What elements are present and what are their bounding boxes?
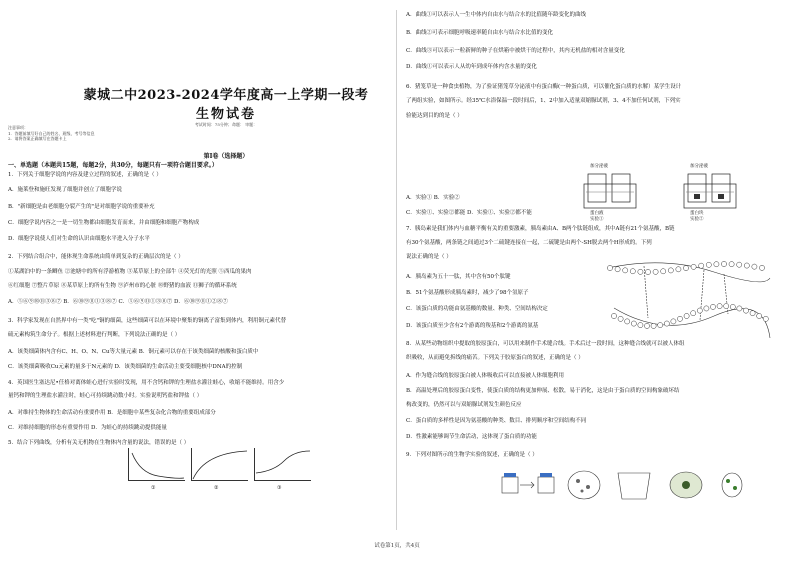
amino-acid-bead [717,303,722,308]
amino-acid-bead [671,319,676,324]
amino-acid-bead [631,321,636,326]
amino-acid-bead [615,267,620,272]
amino-acid-bead [744,263,749,268]
page-footer: 试卷第1页，共4页 [374,543,420,549]
q7-insulin-chain-figure [604,258,774,348]
question-line: D．该蛋白质至少含有2个游离的羧基和2个游离的氨基 [406,323,539,329]
amino-acid-bead [676,267,681,272]
amino-acid-bead [706,262,711,267]
question-line: 2．下列结合组合中，能体现生命系统由简单到复杂的正确层次的是（ ） [8,254,184,260]
amino-acid-bead [737,262,742,267]
amino-acid-bead [759,265,764,270]
question-line: B．曲线②可表示细胞呼吸速率随自由水与结合水比值的变化 [406,30,554,36]
q6-expt-1-sub: 蛋白液 [590,211,604,216]
question-line: ⑥红细胞 ⑦整片草原 ⑧某草原上的所有生物 ⑨泸州市的心脏 ⑩野猪的血液 ⑪狮子的循环系统 [8,283,237,289]
amino-acid-bead [752,264,757,269]
notes-line: 2．请将答案正确填写在答题卡上 [8,136,67,141]
amino-acid-bead [730,304,735,309]
question-line: C．对维持细胞的形态有重要作用 D．为蛙心的持续跳动提供能量 [8,425,167,431]
question-line: 织吸收，从而避免拆线的痛苦。下列关于胶原蛋白的叙述，正确的是（ ） [406,355,584,361]
amino-acid-bead [658,322,663,327]
amino-acid-bead [724,304,729,309]
graph-2-label: ② [214,485,219,491]
amino-acid-bead [737,306,742,311]
question-line: 1．下列关于细胞学说的内容及建立过程的叙述，正确的是（ ） [8,172,162,178]
question-line: A．胰岛素为五十一肽，其中含有50个肽键 [406,274,511,280]
q6-label-1: 加分泌液 [590,164,608,169]
exam-meta: 考试时间：75分钟；命题： 审题： [194,122,258,127]
notes-line: 注意事项： [8,125,28,130]
q9-images [500,469,760,503]
question-line: A．施莱登和施旺发现了细胞并创立了细胞学说 [8,187,122,193]
question-line: C．实验①、实验②都能 D．实验①、实验②都不能 [406,210,532,216]
question-line: ①某湖泊中的一条鲫鱼 ②池塘中的所有浮游植物 ③某草原上的全部牛 ④荧光灯的光照 ⑤西瓜的果肉 [8,269,252,275]
amino-acid-bead [704,306,709,311]
question-line: A．作为缝合线的胶原蛋白被人体吸收后可以直接被人体细胞利用 [406,373,564,379]
amino-acid-bead [607,265,612,270]
graph-1-curve [128,447,186,481]
amino-acid-bead [684,313,689,318]
question-line: A．⑤⑥⑨⑩⑪③⑧⑦ B．⑥⑩⑨⑪①③⑧⑦ C．⑤⑥⑨⑪①③⑧⑦ D．⑥⑩⑨⑪①②⑧⑦ [8,299,228,305]
amino-acid-bead [644,323,649,328]
amino-acid-bead [750,311,755,316]
amino-acid-bead [638,269,643,274]
question-line: C．该类细菌吸收Cu元素的量多于N元素的 D．该类细菌的生命活动主要受细胞核中DNA的控制 [8,364,243,370]
question-line: 有30个氨基酸，两条链之间通过3个二硫键连接在一起，二硫键是由两个-SH脱去两个H形成的。下列 [406,240,652,246]
amino-acid-bead [699,263,704,268]
graph-3-curve [254,447,312,481]
question-line: 7．胰岛素是我们体内与血糖平衡有关的重要激素，胰岛素由A、B两个肽链组成，其中A链有21个氨基酸，B链 [406,226,675,232]
subject-title: 生物试卷 [195,107,256,122]
question-line: 3．科学家发现在自然界中有一类"吃"铜的细菌，这些细菌可以在环境中聚集的铜离子富集到体内，利用铜元素代替 [8,318,287,324]
amino-acid-bead [683,265,688,270]
question-line: C．细胞学说内容之一是一切生物都由细胞发育而来，并由细胞和细胞产物构成 [8,220,200,226]
question-line: A．实验① B．实验② [406,195,460,201]
exam-title: 蒙城二中2023-2024学年度高一上学期一段考 [83,88,369,103]
amino-acid-bead [653,269,658,274]
graph-2-curve [191,447,249,481]
question-line: A．曲线①可以表示人一生中体内自由水与结合水的比值随年龄变化的曲线 [406,12,586,18]
notes [8,125,95,142]
amino-acid-bead [623,268,628,273]
amino-acid-bead [638,322,643,327]
question-line: 了两组实验，如图所示。经35℃水浴保温一段时间后，1、2中加入适量双缩脲试剂，3、4不加任何试剂，下列实 [406,98,681,104]
amino-acid-bead [677,316,682,321]
amino-acid-bead [721,261,726,266]
amino-acid-bead [710,304,715,309]
amino-acid-bead [714,262,719,267]
amino-acid-bead [691,311,696,316]
question-line: 硫元素构筑生命分子。根据上述材料进行判断，下列说法正确的是（ ） [8,332,181,338]
graph-3-label: ③ [277,485,282,491]
question-line: B．高温处理后的胶原蛋白变性，使蛋白质的结构更加伸展、松散，易于消化，这是由于蛋白质的空间构象破坏结 [406,388,680,394]
amino-acid-bead [691,264,696,269]
amino-acid-bead [611,313,616,318]
question-line: 说法正确的是（ ） [406,254,452,260]
amino-acid-bead [645,269,650,274]
amino-acid-bead [664,321,669,326]
question-line: D．性激素能够调节生命活动，这体现了蛋白质的功能 [406,434,537,440]
question-line: 验能达到目的的是（ ） [406,113,463,119]
question-line: D．细胞学说使人们对生命的认识由细胞水平进入分子水平 [8,236,150,242]
question-line: C．该蛋白质的功能由氨基酸的数量、种类、空间结构决定 [406,306,548,312]
question-line: 6．猪笼草是一种食虫植物，为了验证猪笼草分泌液中有蛋白酶(一种蛋白质，可以催化蛋白质的水解）某学生设计 [406,84,682,90]
amino-acid-bead [757,313,762,318]
left-column [6,0,376,540]
question-line: B．51个氨基酸形成胰岛素时，减少了98个氢原子 [406,290,529,296]
q6-expt-2-sub: 蛋白块 [690,211,704,216]
column-divider [396,10,397,530]
question-line: 5．结合下列曲线，分析有关无机物在生物体内含量的说法，错误的是（ ） [8,440,190,446]
amino-acid-bead [630,269,635,274]
question-line: D．曲线①可以表示人从幼年到成年体内含水量的变化 [406,64,537,70]
q6-beakers [582,162,772,222]
notes-line: 1．答题前填写好自己的姓名、班级、考号等信息 [8,130,95,136]
amino-acid-bead [668,268,673,273]
question-line: 4．英国医生塞达尼•任格对离体蛙心进行实验时发现，用不含钙和钾的生理盐水灌注蛙心，收缩不能维持。用含少 [8,380,285,386]
part-title: 第I卷（选择题） [203,153,249,160]
q6-expt-1: 实验① [590,217,604,222]
right-column [404,0,774,540]
section-title: 一、单选题（本题共15题，每题2分，共30分，每题只有一项符合题目要求。） [8,162,218,169]
question-line: A．对维持生物体的生命活动有重要作用 B．是细胞中某些复杂化合物的重要组成部分 [8,410,216,416]
amino-acid-bead [625,319,630,324]
amino-acid-bead [618,316,623,321]
q6-expt-2: 实验② [690,217,704,222]
q6-label-2: 加分泌液 [690,164,708,169]
graph-1-label: ① [151,485,156,491]
question-line: 9．下列对图所示的生物学实验的叙述，正确的是（ ） [406,452,538,458]
amino-acid-bead [651,323,656,328]
question-line: 构改变的，仍然可以与双缩脲试剂发生颜色反应 [406,402,522,408]
question-line: C．蛋白质的多样性是因为氨基酸的种类、数目、排列顺序和空间结构不同 [406,418,587,424]
question-line: B．"新细胞是由老细胞分裂产生的"是对细胞学说的重要补充 [8,204,155,210]
question-line: C．曲线③可以表示一粒新鲜的种子在烘箱中被烘干的过程中，其内无机盐的相对含量变化 [406,48,625,54]
amino-acid-bead [743,308,748,313]
amino-acid-bead [661,269,666,274]
question-line: 8．从某些动物组织中提取的胶原蛋白，可以用来制作手术缝合线。手术后过一段时间，这种缝合线就可以被人体组 [406,341,685,347]
question-line: A．该类细菌体内含有C、H、O、N、Cu等大量元素 B．铜元素可以存在于该类细菌的核酸和蛋白质中 [8,349,259,355]
amino-acid-bead [763,316,768,321]
amino-acid-bead [729,262,734,267]
question-line: 量钙和钾的生理盐水灌注时，蛙心可持续跳动数小时。实验说明钙盐和钾盐（ ） [8,393,203,399]
amino-acid-bead [697,308,702,313]
